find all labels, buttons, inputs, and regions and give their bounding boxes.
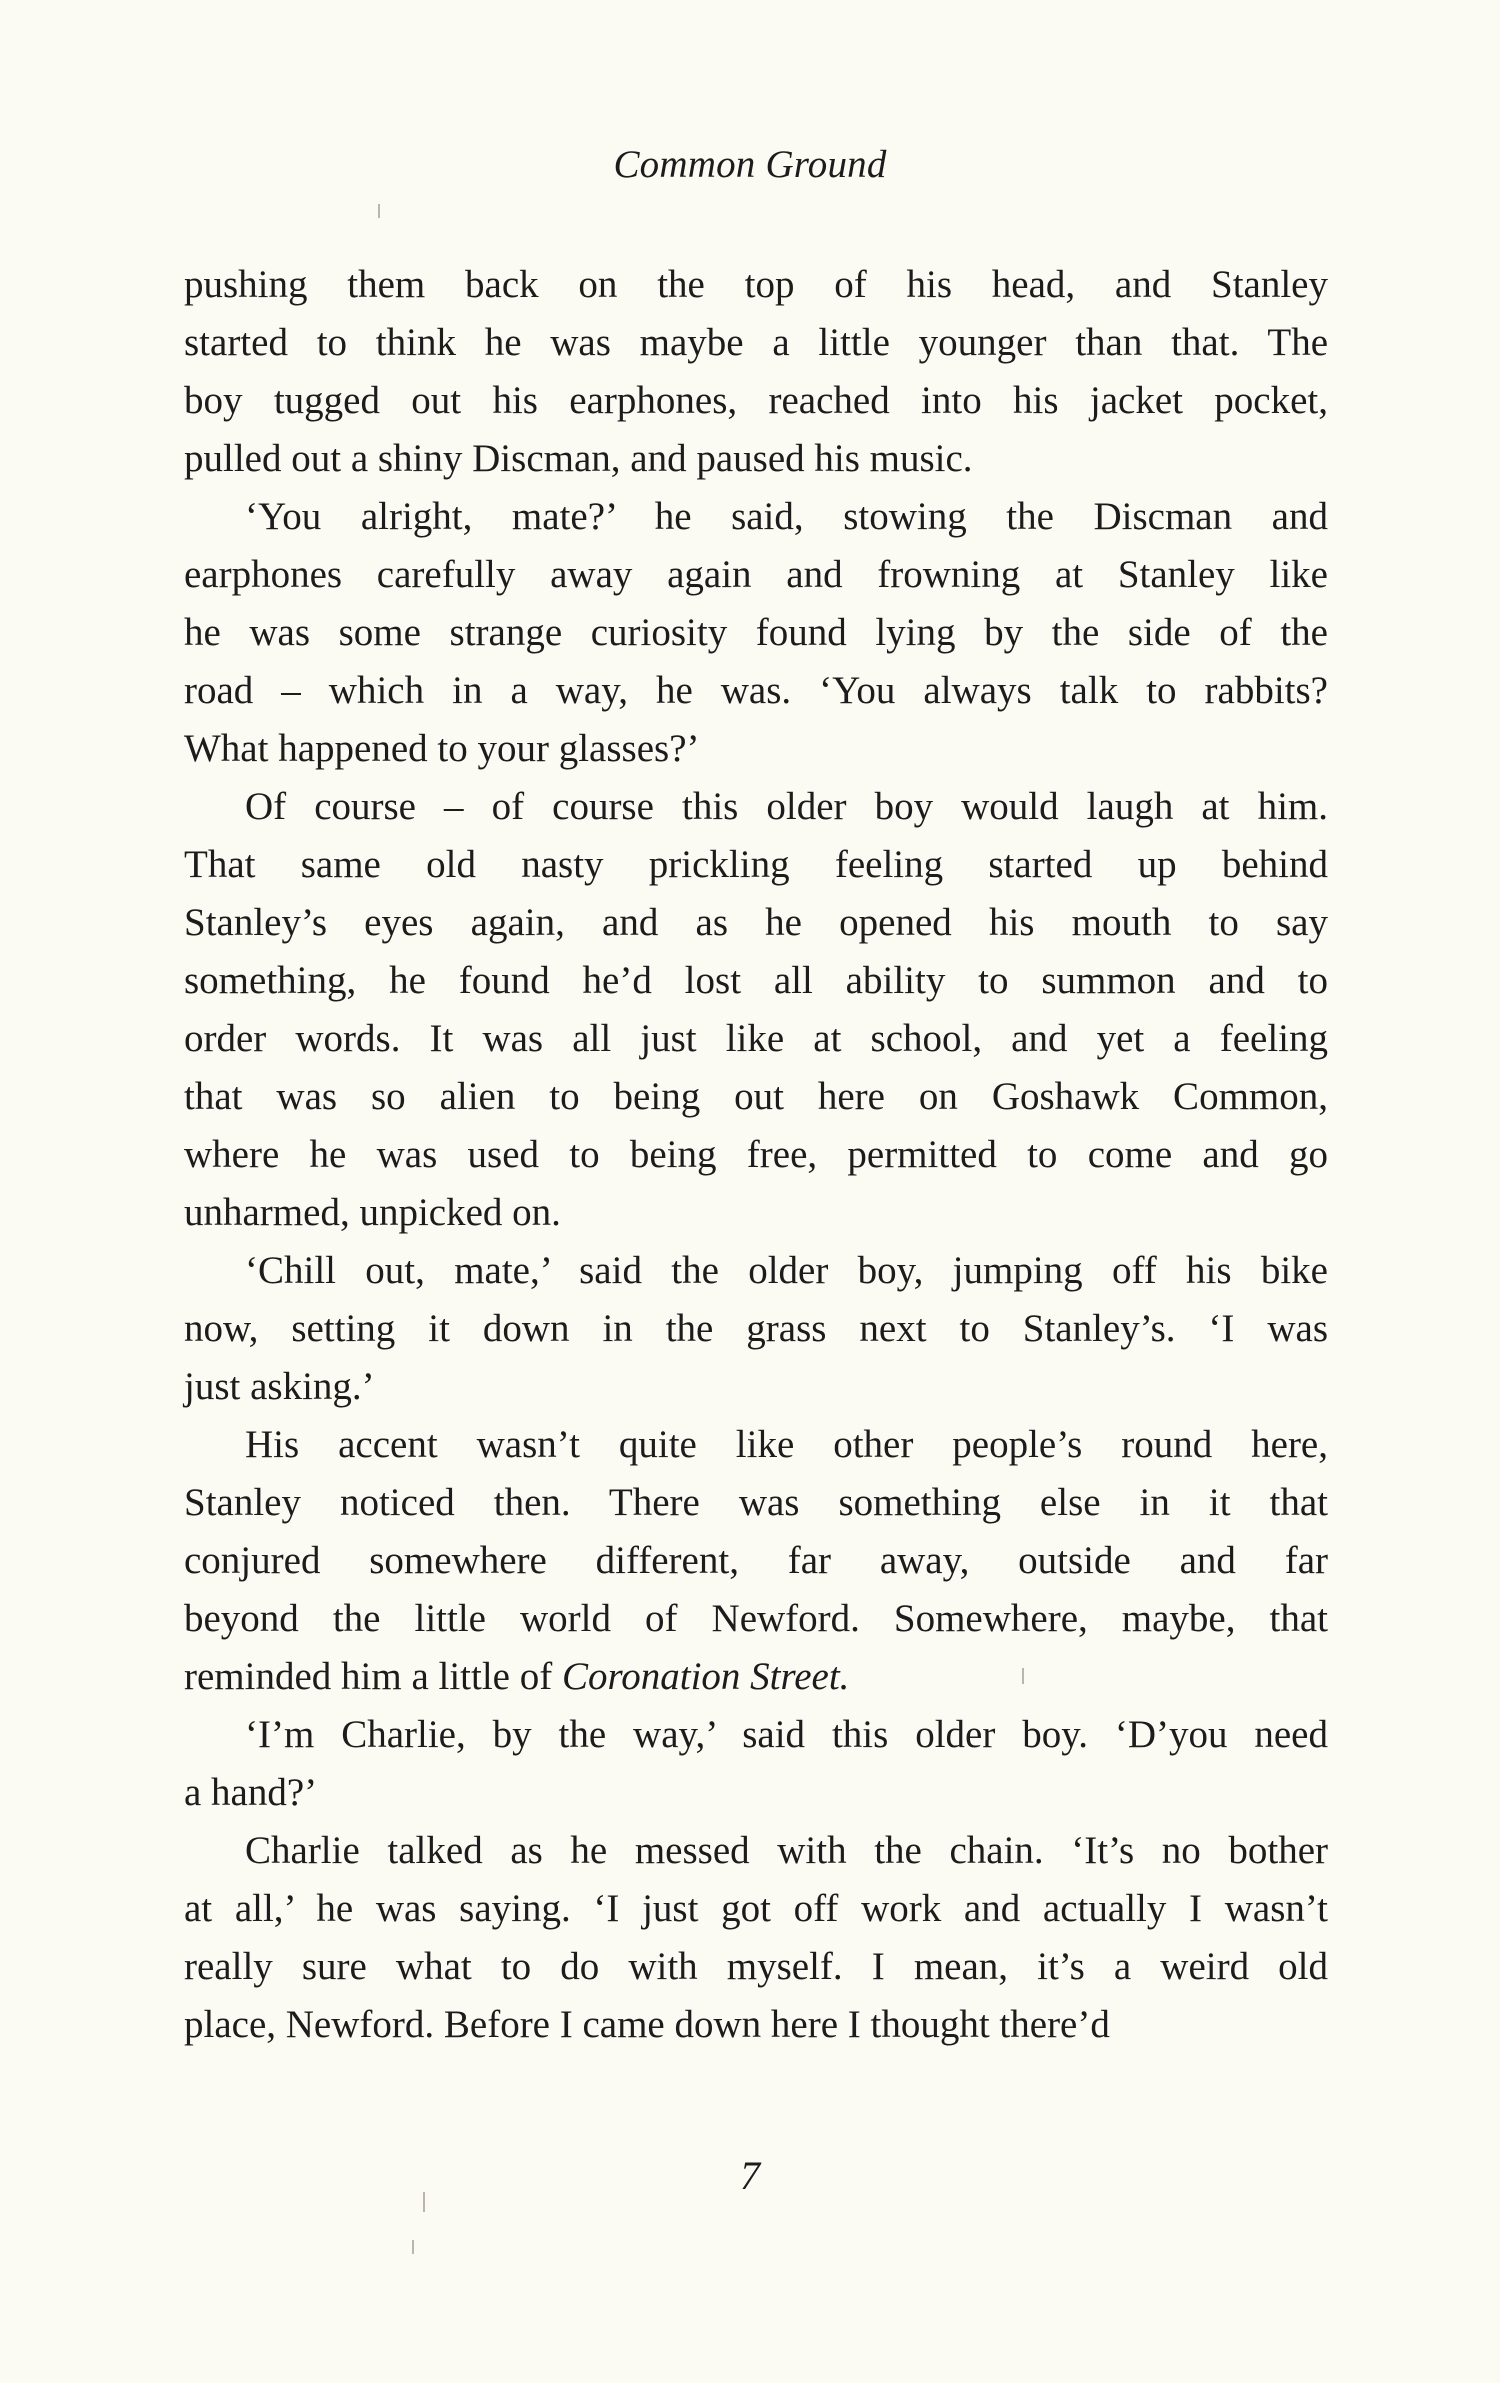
italic-title: Coronation Street. — [561, 1655, 850, 1698]
paragraph — [184, 488, 1328, 778]
running-head: Common Ground — [613, 143, 887, 186]
page-number: 7 — [740, 2153, 760, 2198]
text-line: place, Newford. Before I came down here I thought there’d — [184, 2003, 1110, 2046]
paper-speck — [378, 204, 380, 218]
text-line: What happened to your glasses?’ — [184, 727, 700, 770]
text-line: Of course – of course this older boy would laugh at him. — [245, 785, 1328, 828]
text-line: he was some strange curiosity found lying by the side of the — [184, 611, 1328, 654]
text-line: order words. It was all just like at school, and yet a feeling — [184, 1017, 1328, 1060]
paragraph — [184, 1242, 1328, 1416]
text-line: ‘You alright, mate?’ he said, stowing the Discman and — [245, 495, 1328, 538]
text-line: now, setting it down in the grass next to Stanley’s. ‘I was — [184, 1307, 1328, 1350]
paper-speck — [1022, 1668, 1024, 1684]
text-run: reminded him a little of — [184, 1655, 562, 1698]
paragraph — [184, 1822, 1328, 2054]
text-line: a hand?’ — [184, 1771, 318, 1814]
text-line: unharmed, unpicked on. — [184, 1191, 561, 1234]
paragraph — [184, 1416, 1328, 1706]
paragraph — [184, 256, 1328, 488]
text-line: conjured somewhere different, far away, outside and far — [184, 1539, 1328, 1582]
text-line: boy tugged out his earphones, reached into his jacket pocket, — [184, 379, 1328, 422]
text-line: at all,’ he was saying. ‘I just got off work and actually I wasn’t — [184, 1887, 1328, 1930]
body-text — [184, 256, 1328, 2054]
text-line: started to think he was maybe a little younger than that. The — [184, 321, 1328, 364]
text-line: where he was used to being free, permitted to come and go — [184, 1133, 1328, 1176]
text-line: Stanley’s eyes again, and as he opened his mouth to say — [184, 901, 1328, 944]
text-line: earphones carefully away again and frowning at Stanley like — [184, 553, 1328, 596]
text-line: That same old nasty prickling feeling started up behind — [184, 843, 1328, 886]
text-line: pushing them back on the top of his head, and Stanley — [184, 263, 1328, 306]
text-line: road – which in a way, he was. ‘You always talk to rabbits? — [184, 669, 1328, 712]
text-line: Stanley noticed then. There was something else in it that — [184, 1481, 1328, 1524]
text-line: really sure what to do with myself. I mean, it’s a weird old — [184, 1945, 1328, 1988]
paper-speck — [423, 2192, 425, 2212]
text-line: ‘Chill out, mate,’ said the older boy, jumping off his bike — [245, 1249, 1328, 1292]
text-line: beyond the little world of Newford. Somewhere, maybe, that — [184, 1597, 1328, 1640]
text-line: ‘I’m Charlie, by the way,’ said this older boy. ‘D’you need — [245, 1713, 1328, 1756]
paragraph — [184, 1706, 1328, 1822]
text-line: just asking.’ — [184, 1365, 375, 1408]
text-line: something, he found he’d lost all ability to summon and to — [184, 959, 1328, 1002]
text-line: pulled out a shiny Discman, and paused his music. — [184, 437, 973, 480]
text-line: His accent wasn’t quite like other people’s round here, — [245, 1423, 1328, 1466]
paragraph — [184, 778, 1328, 1242]
text-line: Charlie talked as he messed with the chain. ‘It’s no bother — [245, 1829, 1328, 1872]
text-line: that was so alien to being out here on Goshawk Common, — [184, 1075, 1328, 1118]
paper-speck — [412, 2240, 414, 2254]
text-line — [184, 1648, 1328, 1706]
